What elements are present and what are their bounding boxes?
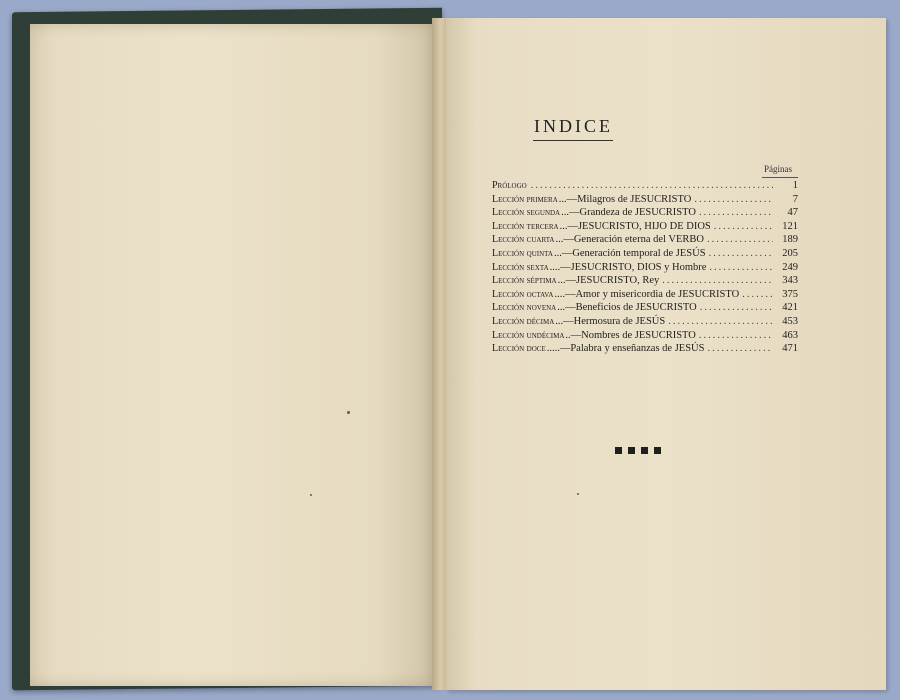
dot-leader xyxy=(709,262,773,273)
dot-leader xyxy=(709,248,773,259)
toc-entry-label: Lección primera xyxy=(492,193,558,205)
table-of-contents xyxy=(492,180,798,357)
toc-entry xyxy=(492,275,798,289)
toc-entry xyxy=(492,194,798,208)
toc-entry xyxy=(492,248,798,262)
paper-speck xyxy=(347,411,350,414)
paper-speck xyxy=(577,493,579,495)
toc-entry xyxy=(492,316,798,330)
dot-leader xyxy=(531,180,773,191)
toc-entry-title: ...—Grandeza de JESUCRISTO xyxy=(561,207,696,219)
toc-entry-label: Lección segunda xyxy=(492,207,561,219)
toc-entry-page: 121 xyxy=(782,220,798,232)
dot-leader xyxy=(699,330,773,341)
toc-entry-label: Lección séptima xyxy=(492,275,557,287)
dot-leader xyxy=(694,194,773,205)
dot-leader xyxy=(707,343,773,354)
toc-entry xyxy=(492,207,798,221)
toc-entry-title: ....—JESUCRISTO, DIOS y Hombre xyxy=(549,261,707,273)
toc-entry xyxy=(492,221,798,235)
toc-entry-label: Lección cuarta xyxy=(492,234,555,246)
dot-leader xyxy=(714,221,773,232)
toc-entry-page: 47 xyxy=(787,207,798,219)
toc-entry-label: Lección décima xyxy=(492,315,555,327)
dot-leader xyxy=(742,289,773,300)
toc-entry-page: 249 xyxy=(782,261,798,273)
toc-entry-title: ...—JESUCRISTO, HIJO DE DIOS xyxy=(559,220,711,232)
left-page xyxy=(30,24,438,686)
toc-entry xyxy=(492,180,798,194)
ornament-square xyxy=(641,447,648,454)
toc-entry-title: ...—Milagros de JESUCRISTO xyxy=(558,193,692,205)
toc-entry-page: 189 xyxy=(782,234,798,246)
toc-entry xyxy=(492,343,798,357)
toc-entry-title: ....—Amor y misericordia de JESUCRISTO xyxy=(554,288,740,300)
toc-entry-label: Lección tercera xyxy=(492,220,559,232)
index-title: INDICE xyxy=(534,116,613,136)
pages-column-header: Páginas xyxy=(764,164,792,174)
toc-entry-label: Lección quinta xyxy=(492,247,553,259)
dot-leader xyxy=(668,316,773,327)
toc-entry-label: Lección doce xyxy=(492,343,546,355)
toc-entry-page: 471 xyxy=(782,343,798,355)
toc-entry xyxy=(492,302,798,316)
title-underline xyxy=(533,140,613,141)
toc-entry xyxy=(492,330,798,344)
dot-leader xyxy=(699,207,773,218)
toc-entry-title: ...—Beneficios de JESUCRISTO xyxy=(557,302,697,314)
toc-entry-title: ..—Nombres de JESUCRISTO xyxy=(565,329,696,341)
end-ornament xyxy=(615,447,661,454)
toc-entry-page: 453 xyxy=(782,315,798,327)
toc-entry-page: 7 xyxy=(792,193,798,205)
toc-entry xyxy=(492,262,798,276)
toc-entry-label: Lección octava xyxy=(492,288,554,300)
toc-entry xyxy=(492,289,798,303)
toc-entry-page: 463 xyxy=(782,329,798,341)
pages-header-underline xyxy=(762,177,798,178)
toc-entry-page: 343 xyxy=(782,275,798,287)
ornament-square xyxy=(615,447,622,454)
toc-entry xyxy=(492,234,798,248)
dot-leader xyxy=(662,275,773,286)
toc-entry-page: 421 xyxy=(782,302,798,314)
toc-entry-title: ...—Hermosura de JESÚS xyxy=(555,315,666,327)
toc-entry-label: Lección novena xyxy=(492,302,557,314)
toc-entry-page: 375 xyxy=(782,288,798,300)
ornament-square xyxy=(628,447,635,454)
toc-entry-title: ...—Generación temporal de JESÚS xyxy=(553,247,706,259)
dot-leader xyxy=(707,234,773,245)
paper-speck xyxy=(310,494,312,496)
toc-entry-title: ...—Generación eterna del VERBO xyxy=(555,234,704,246)
toc-entry-label: Lección sexta xyxy=(492,261,549,273)
ornament-square xyxy=(654,447,661,454)
toc-entry-page: 1 xyxy=(792,180,798,191)
toc-entry-page: 205 xyxy=(782,247,798,259)
toc-entry-title: ...—JESUCRISTO, Rey xyxy=(557,275,660,287)
toc-entry-label: Lección undécima xyxy=(492,329,565,341)
toc-entry-label: Prólogo xyxy=(492,180,527,191)
dot-leader xyxy=(700,302,773,313)
toc-entry-title: .....—Palabra y enseñanzas de JESÚS xyxy=(546,343,705,355)
